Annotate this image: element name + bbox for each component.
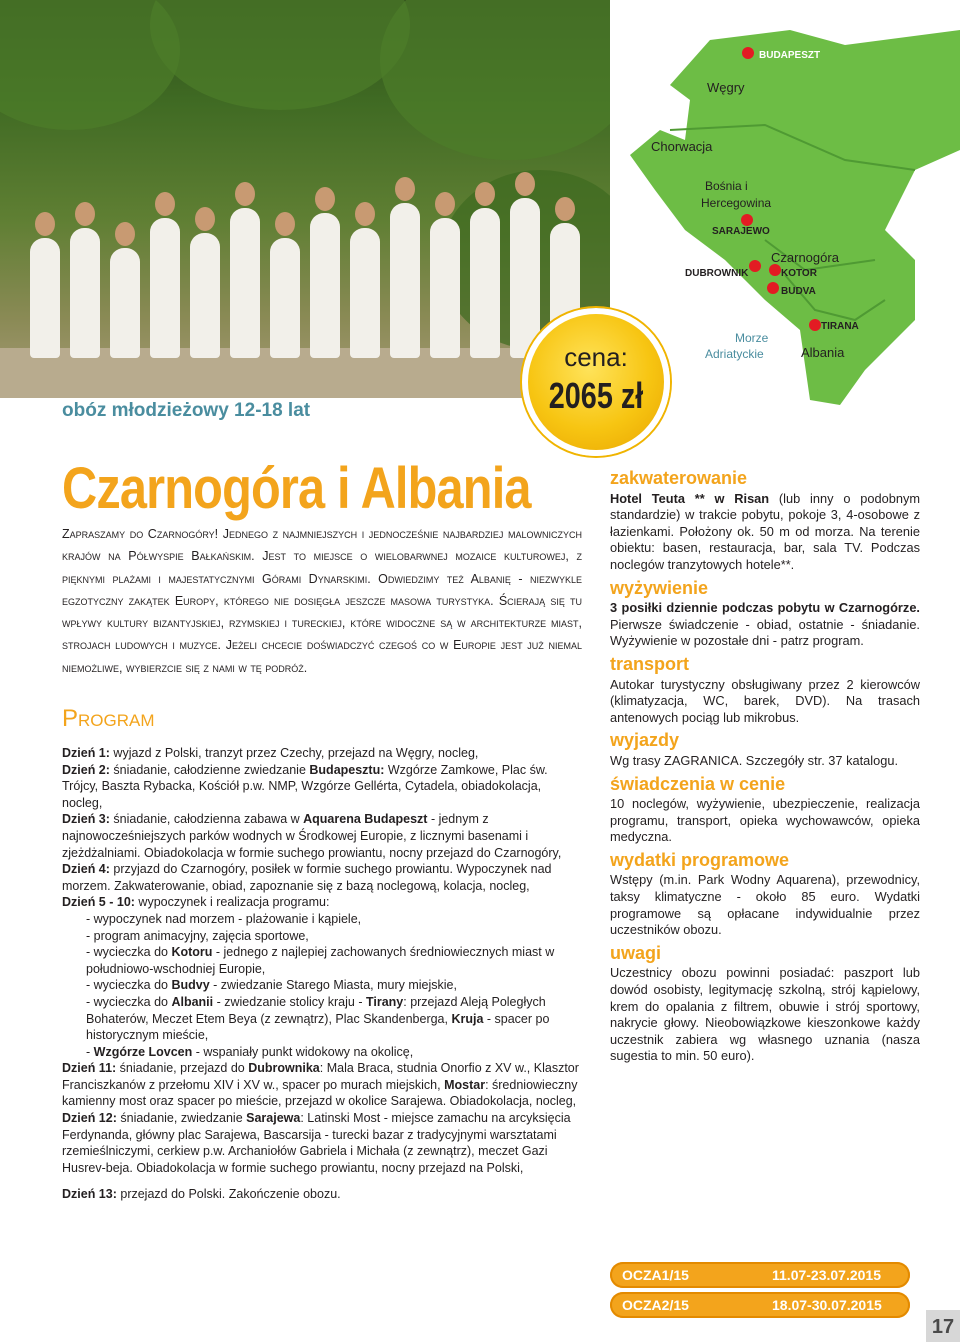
land-shape — [630, 30, 960, 405]
price-label: cena: — [564, 342, 628, 372]
departures-text: Wg trasy ZAGRANICA. Szczegóły str. 37 katalogu. — [610, 752, 899, 768]
transport-text: Autokar turystyczny obsługiwany przez 2 kierowców (klimatyzacja, WC, barek, DVD). Na trasach antenowych pociąg lub mikrobus. — [610, 676, 920, 725]
sea-label-1: Morze — [735, 331, 769, 345]
program-day-1: Dzień 1: wyjazd z Polski, tranzyt przez Czechy, przejazd na Węgry, nocleg, — [62, 746, 479, 760]
transport-heading: transport — [610, 653, 690, 674]
page-number: 17 — [926, 1310, 960, 1342]
city-dot-budva — [767, 282, 779, 294]
program-day-13: Dzień 13: przejazd do Polski. Zakończenie obozu. — [62, 1187, 341, 1202]
meals-heading: wyżywienie — [610, 577, 709, 598]
date-range: 11.07-23.07.2015 — [772, 1267, 881, 1283]
included-heading: świadczenia w cenie — [610, 773, 786, 794]
program-bullet: - Wzgórze Lovcen - wspaniały punkt widokowy na okolicę, — [86, 1044, 414, 1059]
date-row — [610, 1292, 910, 1318]
date-code: OCZA2/15 — [622, 1297, 689, 1313]
country-wegry: Węgry — [707, 80, 745, 95]
accommodation-heading: zakwaterowanie — [610, 468, 748, 488]
date-row — [610, 1262, 910, 1288]
info-column — [610, 470, 920, 1065]
city-kotor: KOTOR — [781, 268, 817, 279]
country-chorwacja: Chorwacja — [651, 139, 713, 154]
included-text: 10 noclegów, wyżywienie, ubezpieczenie, realizacja programu, transport, opieka wychowawców, opieka medyczna. — [610, 796, 920, 845]
intro-text: Zapraszamy do Czarnogóry! Jednego z najmniejszych i jednocześnie najbardziej malowniczych krajów na Półwyspie Bałkańskim. Jest to miejsce o wielobarwnej mozaice kulturowej, z pięknymi plażami i majestatycznymi Górami Dynarskimi. Odwiedzimy też Albanię - niezwykle egzotyczny zakątek Europy, którego nie dosięgła jeszcze masowa turystyka. Ścierają się tu wpływy kultury bizantyjskiej, rzymskiej i tureckiej, które widoczne są w architekturze miast, strojach ludowych i muzyce. Jeżeli chcecie doświadczyć czegoś co w Europie jest już niemal niemożliwe, wybierzcie się z nami w tę podróż. — [62, 527, 582, 675]
city-tirana: TIRANA — [821, 321, 859, 332]
country-czarnogora: Czarnogóra — [771, 250, 839, 265]
country-bosnia-2: Hercegowina — [701, 196, 772, 210]
program-bullet: - wycieczka do Budvy - zwiedzanie Starego Miasta, mury miejskie, — [86, 978, 457, 993]
departures-heading: wyjazdy — [610, 730, 680, 751]
program-heading: Program — [62, 705, 155, 732]
notes-text: Uczestnicy obozu powinni posiadać: paszport lub dowód osobisty, legitymację szkolną, strój kąpielowy, krem do opalania z filtrem, obuwie i strój sportowy, nakrycie głowy. Nieobowiązkowe kieszonkowe każdy uczestnik zabiera wg własnego uznania (nasza sugestia to min. 50 euro). — [610, 965, 920, 1064]
sea-label-2: Adriatyckie — [705, 347, 764, 361]
accommodation-text: Hotel Teuta ** w Risan (lub inny o podobnym standardzie) w trakcie pobytu, pokoje 3, 4-osobowe z łazienkami. Położony ok. 50 m od morza. Na terenie obiektu: basen, restauracja, bar, sala TV. Podczas noclegów tranzytowych hotele**. — [610, 490, 920, 572]
program-bullet: - wypoczynek nad morzem - plażowanie i kąpiele, — [86, 911, 362, 926]
program-bullet: - wycieczka do Kotoru - jednego z najlepiej zachowanych średniowiecznych miast w południowo-wschodniej Europie, — [86, 945, 555, 976]
camp-subtitle: obóz młodzieżowy 12-18 lat — [62, 400, 311, 421]
city-sarajewo: SARAJEWO — [712, 226, 770, 237]
program-day-2: Dzień 2: śniadanie, całodzienne zwiedzanie Budapesztu: Wzgórze Zamkowe, Plac św. Trójcy, Baszta Rybacka, Kościół p.w. NMP, Wzgórze Gellérta, Cytadela, obiadokolacja, nocleg, — [62, 762, 548, 810]
group-photo — [0, 0, 610, 398]
balkans-map — [615, 30, 960, 405]
country-bosnia-1: Bośnia i — [705, 179, 748, 193]
expenses-text: Wstępy (m.in. Park Wodny Aquarena), przewodnicy, taksy klimatyczne - około 85 euro. Wydatki programowe są opłacane indywidualnie przez uczestników obozu. — [610, 872, 920, 938]
expenses-heading: wydatki programowe — [610, 849, 790, 870]
program-bullet: - program animacyjny, zajęcia sportowe, — [86, 928, 309, 943]
city-dot-sarajewo — [741, 214, 753, 226]
meals-text: 3 posiłki dziennie podczas pobytu w Czarnogórze. Pierwsze świadczenie - obiad, ostatnie - śniadanie. Wyżywienie w pozostałe dni - patrz program. — [610, 600, 920, 649]
program-bullet: - wycieczka do Albanii - zwiedzanie stolicy kraju - Tirany: przejazd Aleją Poległych Bohaterów, Meczet Etem Beya (z zewnątrz), Plac Skandenberga, Kruja - spacer po historycznym mieście, — [86, 994, 550, 1043]
program-text — [62, 745, 582, 1203]
dates-list — [610, 1262, 910, 1322]
program-day-3: Dzień 3: śniadanie, całodzienna zabawa w Aquarena Budapeszt - jednym z najnowocześniejszych parków wodnych w Środkowej Europie, z licznymi basenami i zjeżdżalniami. Obiadokolacja w formie suchego prowiantu, nocny przejazd do Czarnogóry, — [62, 812, 562, 860]
city-dot-tirana — [809, 319, 821, 331]
date-range: 18.07-30.07.2015 — [772, 1297, 882, 1313]
program-day-4: Dzień 4: przyjazd do Czarnogóry, posiłek w formie suchego prowiantu. Wypoczynek nad morzem. Zakwaterowanie, obiad, zapoznanie się z bazą noclegową, kolacja, nocleg, — [62, 862, 552, 893]
city-dubrownik: DUBROWNIK — [685, 268, 749, 279]
city-dot-dubrownik — [749, 260, 761, 272]
city-dot-budapeszt — [742, 47, 754, 59]
city-budva: BUDVA — [781, 286, 816, 297]
page-title: Czarnogóra i Albania — [62, 456, 531, 521]
date-code: OCZA1/15 — [622, 1267, 689, 1283]
city-dot-kotor — [769, 264, 781, 276]
program-day-5-10: Dzień 5 - 10: wypoczynek i realizacja programu: — [62, 895, 330, 910]
notes-heading: uwagi — [610, 942, 662, 963]
program-day-12: Dzień 12: śniadanie, zwiedzanie Sarajewa: Latinski Most - miejsce zamachu na arcyksięcia Ferdynanda, główny plac Sarajewa, Bascarsija - turecki bazar z tradycyjnymi warsztatami rzemieślniczymi, cerkiew p.w. Archaniołów Gabriela i Michała (z zewnątrz), meczet Gazi Husrev-beja. Obiadokolacja w formie suchego prowiantu, nocny przejazd na Polski, — [62, 1111, 571, 1175]
price-value: 2065 zł — [548, 375, 644, 416]
price-badge — [522, 308, 670, 456]
program-day-11: Dzień 11: śniadanie, przejazd do Dubrownika: Mala Braca, studnia Onorfio z XV w., Klasztor Franciszkanów z przełomu XIV i XV w., spacer po murach miejskich, Mostar: średniowieczny kamienny most oraz spacer po mieście, przejazd w okolice Sarajewa. Obiadokolacja, nocleg, — [62, 1061, 579, 1109]
country-albania: Albania — [801, 345, 845, 360]
city-budapeszt: BUDAPESZT — [759, 50, 821, 61]
